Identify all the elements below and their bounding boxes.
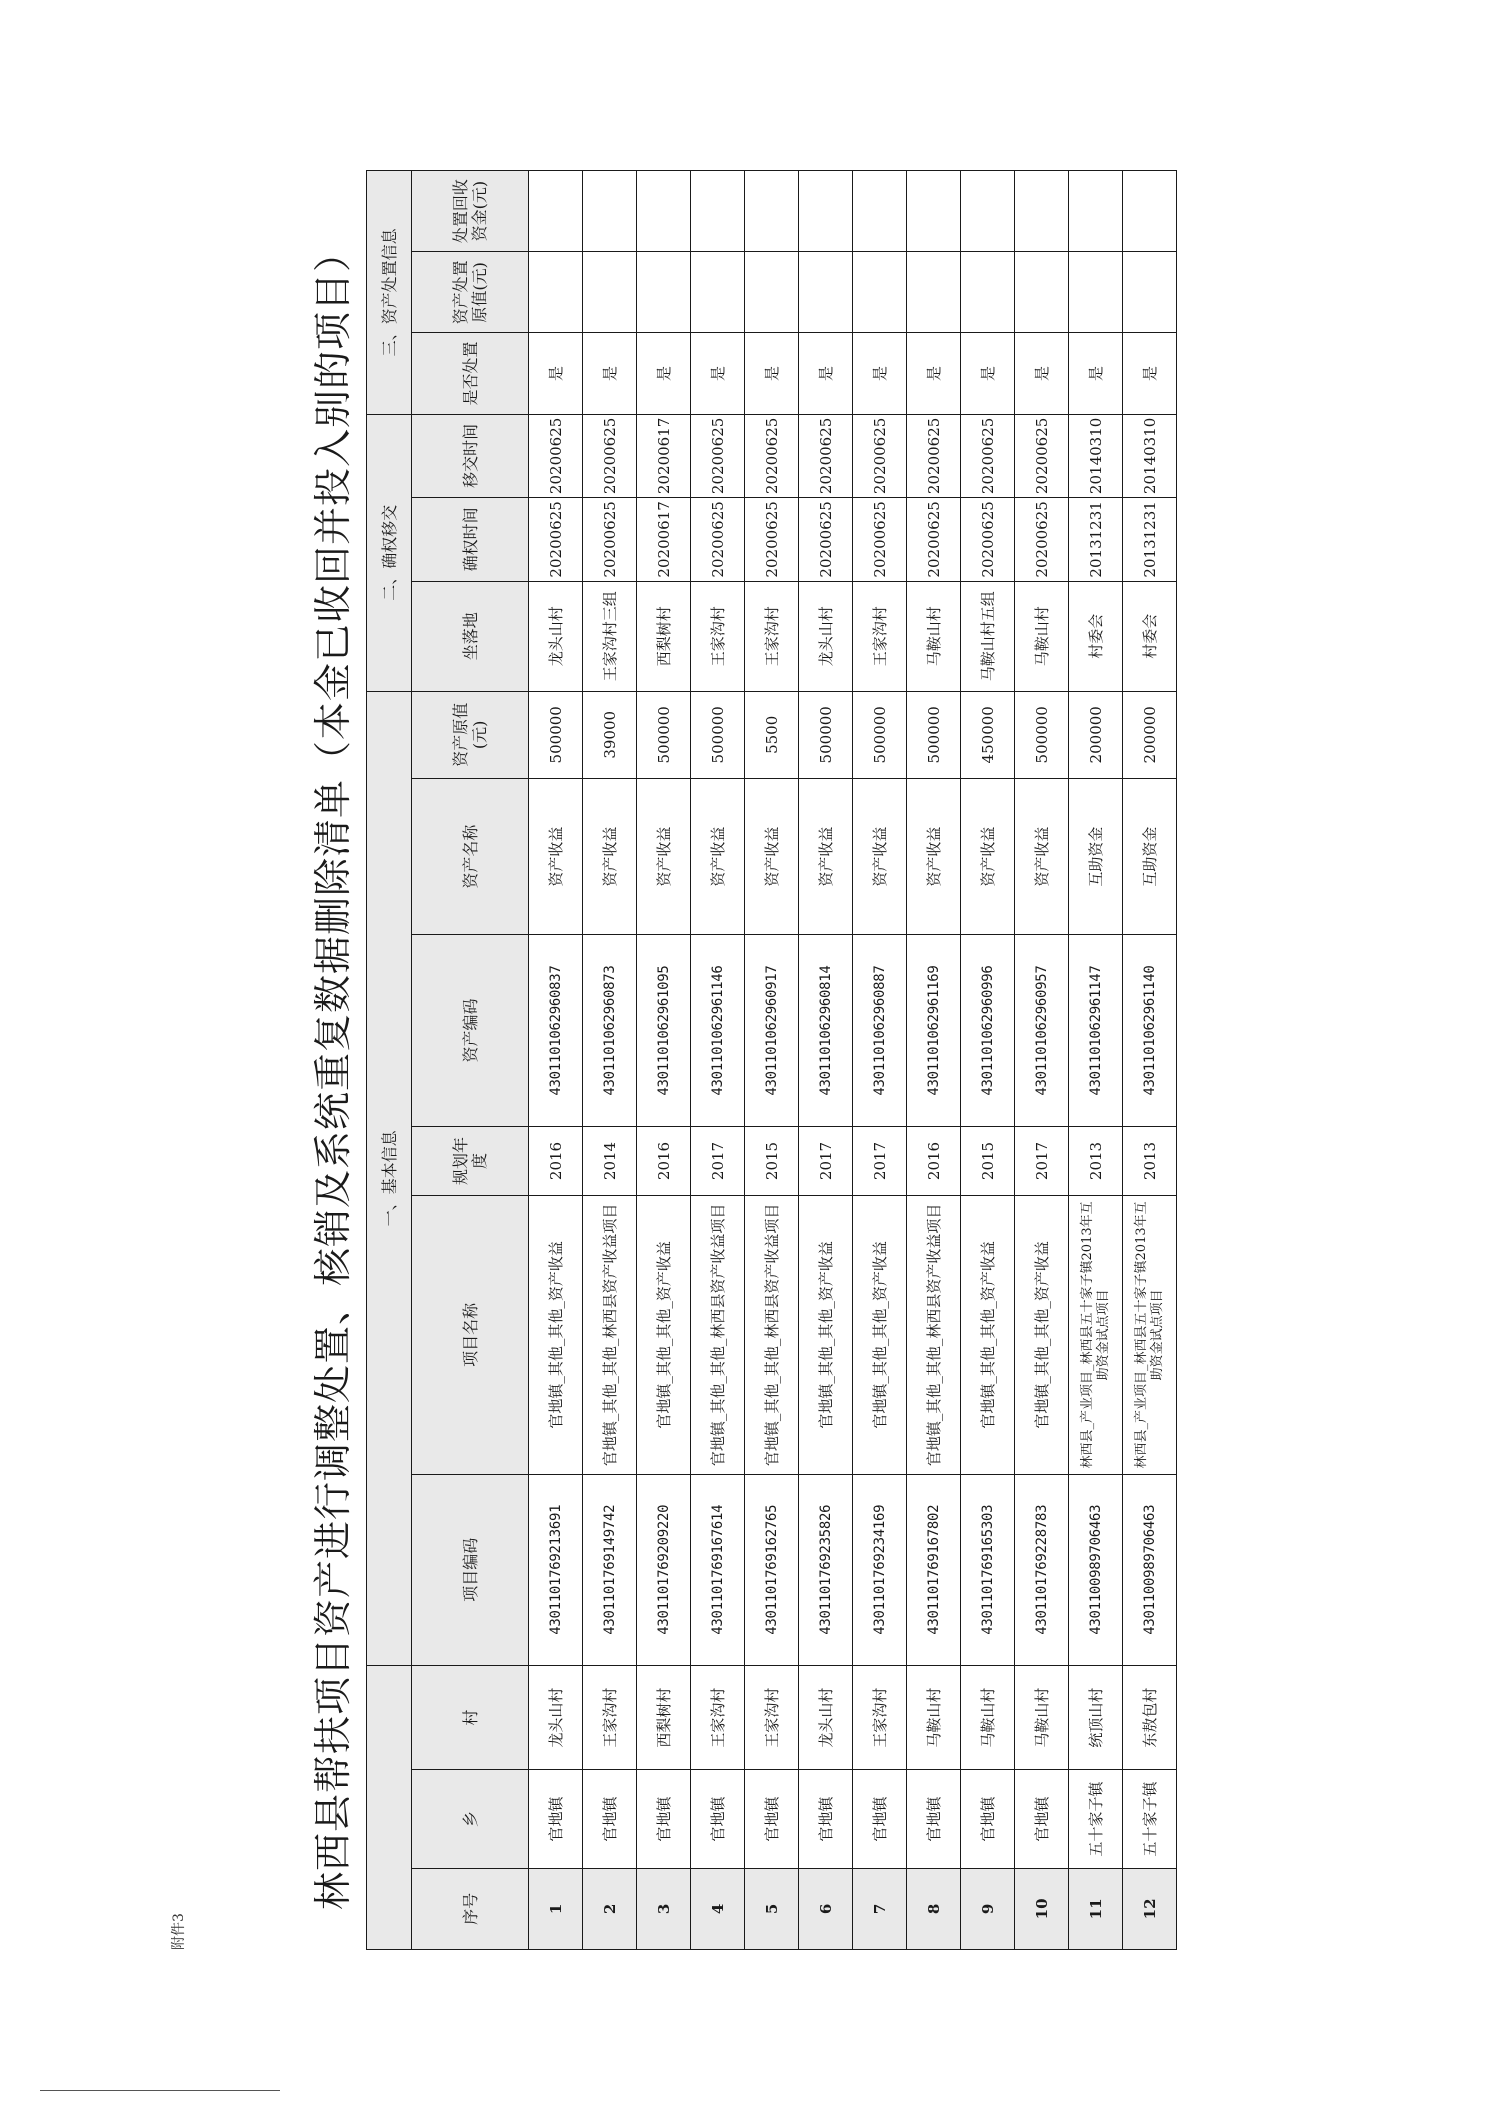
- section-header-row: [367, 171, 412, 1950]
- cell-project-code: 4301101769167614: [691, 1474, 745, 1665]
- cell-project-code: 4301101769213691: [529, 1474, 583, 1665]
- table-row: [745, 171, 799, 1950]
- cell-township: 官地镇: [799, 1770, 853, 1869]
- section-basic-info: 一、基本信息: [367, 691, 412, 1665]
- cell-transfer-time: 20200625: [853, 414, 907, 498]
- cell-disposed: 是: [583, 333, 637, 414]
- cell-asset-code: 4301101062960957: [1015, 935, 1069, 1126]
- cell-seq: 10: [1015, 1868, 1069, 1949]
- cell-seq: 11: [1069, 1868, 1123, 1949]
- cell-asset-name: 资产收益: [637, 778, 691, 935]
- header-project-name: 项目名称: [412, 1196, 529, 1474]
- cell-asset-code: 4301101062960996: [961, 935, 1015, 1126]
- cell-location: 龙头山村: [529, 581, 583, 691]
- cell-asset-code: 4301101062960837: [529, 935, 583, 1126]
- cell-project-code: 4301100989706463: [1123, 1474, 1177, 1665]
- cell-village: 东敖包村: [1123, 1665, 1177, 1769]
- cell-plan-year: 2017: [799, 1126, 853, 1196]
- table-row: [853, 171, 907, 1950]
- cell-disposed: 是: [961, 333, 1015, 414]
- cell-asset-name: 资产收益: [583, 778, 637, 935]
- cell-confirm-time: 20200625: [961, 498, 1015, 581]
- cell-seq: 12: [1123, 1868, 1177, 1949]
- cell-project-name: 林西县_产业项目_林西县五十家子镇2013年互助资金试点项目: [1123, 1196, 1177, 1474]
- cell-recovered: [637, 171, 691, 252]
- cell-confirm-time: 20200625: [799, 498, 853, 581]
- cell-plan-year: 2017: [1015, 1126, 1069, 1196]
- cell-township: 官地镇: [853, 1770, 907, 1869]
- table-row: [1015, 171, 1069, 1950]
- table-row: [583, 171, 637, 1950]
- cell-township: 官地镇: [1015, 1770, 1069, 1869]
- cell-asset-code: 4301101062960873: [583, 935, 637, 1126]
- cell-confirm-time: 20200625: [583, 498, 637, 581]
- header-village: 村: [412, 1665, 529, 1769]
- cell-plan-year: 2016: [907, 1126, 961, 1196]
- cell-disposal-value: [1069, 252, 1123, 333]
- cell-township: 官地镇: [691, 1770, 745, 1869]
- cell-asset-value: 500000: [637, 691, 691, 778]
- cell-asset-code: 4301101062961140: [1123, 935, 1177, 1126]
- cell-village: 马鞍山村: [961, 1665, 1015, 1769]
- cell-location: 马鞍山村: [1015, 581, 1069, 691]
- cell-village: 龙头山村: [799, 1665, 853, 1769]
- table-body: [529, 171, 1177, 1950]
- cell-asset-value: 500000: [691, 691, 745, 778]
- cell-asset-value: 500000: [907, 691, 961, 778]
- cell-seq: 7: [853, 1868, 907, 1949]
- cell-disposed: 是: [1069, 333, 1123, 414]
- cell-village: 西梨树村: [637, 1665, 691, 1769]
- cell-seq: 2: [583, 1868, 637, 1949]
- cell-project-code: 4301101769167802: [907, 1474, 961, 1665]
- cell-location: 龙头山村: [799, 581, 853, 691]
- table-row: [691, 171, 745, 1950]
- cell-asset-value: 200000: [1069, 691, 1123, 778]
- cell-township: 官地镇: [907, 1770, 961, 1869]
- cell-transfer-time: 20200625: [1015, 414, 1069, 498]
- cell-asset-code: 4301101062961146: [691, 935, 745, 1126]
- cell-township: 官地镇: [529, 1770, 583, 1869]
- cell-asset-name: 互助资金: [1069, 778, 1123, 935]
- cell-village: 龙头山村: [529, 1665, 583, 1769]
- cell-village: 王家沟村: [583, 1665, 637, 1769]
- cell-project-code: 4301101769165303: [961, 1474, 1015, 1665]
- cell-village: 王家沟村: [853, 1665, 907, 1769]
- asset-table: [366, 170, 1177, 1950]
- cell-disposed: 是: [745, 333, 799, 414]
- table-row: [637, 171, 691, 1950]
- cell-township: 五十家子镇: [1069, 1770, 1123, 1869]
- cell-disposal-value: [745, 252, 799, 333]
- cell-plan-year: 2017: [853, 1126, 907, 1196]
- cell-disposal-value: [1015, 252, 1069, 333]
- cell-plan-year: 2015: [961, 1126, 1015, 1196]
- section-disposal-info: 三、资产处置信息: [367, 171, 412, 415]
- cell-location: 西梨树村: [637, 581, 691, 691]
- header-confirm-time: 确权时间: [412, 498, 529, 581]
- cell-asset-name: 互助资金: [1123, 778, 1177, 935]
- cell-asset-name: 资产收益: [529, 778, 583, 935]
- cell-project-name: 官地镇_其他_其他_资产收益: [961, 1196, 1015, 1474]
- cell-project-code: 4301101769228783: [1015, 1474, 1069, 1665]
- cell-project-name: 官地镇_其他_其他_资产收益: [1015, 1196, 1069, 1474]
- header-seq: 序号: [412, 1868, 529, 1949]
- cell-confirm-time: 20200617: [637, 498, 691, 581]
- cell-disposed: 是: [907, 333, 961, 414]
- cell-recovered: [907, 171, 961, 252]
- cell-asset-name: 资产收益: [799, 778, 853, 935]
- cell-disposal-value: [691, 252, 745, 333]
- cell-disposal-value: [799, 252, 853, 333]
- header-plan-year: 规划年度: [412, 1126, 529, 1196]
- cell-project-name: 林西县_产业项目_林西县五十家子镇2013年互助资金试点项目: [1069, 1196, 1123, 1474]
- cell-disposal-value: [583, 252, 637, 333]
- cell-village: 马鞍山村: [907, 1665, 961, 1769]
- header-disposed: 是否处置: [412, 333, 529, 414]
- cell-township: 官地镇: [745, 1770, 799, 1869]
- cell-seq: 1: [529, 1868, 583, 1949]
- cell-township: 五十家子镇: [1123, 1770, 1177, 1869]
- cell-project-code: 4301101769209220: [637, 1474, 691, 1665]
- cell-asset-name: 资产收益: [1015, 778, 1069, 935]
- cell-confirm-time: 20200625: [1015, 498, 1069, 581]
- cell-asset-name: 资产收益: [853, 778, 907, 935]
- cell-plan-year: 2016: [529, 1126, 583, 1196]
- attachment-label: 附件3: [171, 1913, 187, 1950]
- cell-asset-value: 5500: [745, 691, 799, 778]
- cell-seq: 3: [637, 1868, 691, 1949]
- cell-project-name: 官地镇_其他_其他_林西县资产收益项目: [691, 1196, 745, 1474]
- cell-village: 王家沟村: [691, 1665, 745, 1769]
- cell-confirm-time: 20131231: [1123, 498, 1177, 581]
- table-row: [907, 171, 961, 1950]
- footer-divider: [40, 2090, 280, 2091]
- cell-disposed: 是: [1015, 333, 1069, 414]
- cell-disposed: 是: [691, 333, 745, 414]
- cell-recovered: [529, 171, 583, 252]
- document-title: 林西县帮扶项目资产进行调整处置、核销及系统重复数据删除清单（本金已收回并投入别的项目）: [311, 232, 355, 1910]
- cell-transfer-time: 20200625: [961, 414, 1015, 498]
- cell-asset-value: 500000: [799, 691, 853, 778]
- cell-transfer-time: 20200625: [745, 414, 799, 498]
- header-project-code: 项目编码: [412, 1474, 529, 1665]
- cell-location: 王家沟村三组: [583, 581, 637, 691]
- header-asset-value: 资产原值(元): [412, 691, 529, 778]
- cell-project-name: 官地镇_其他_其他_林西县资产收益项目: [583, 1196, 637, 1474]
- cell-project-code: 4301101769234169: [853, 1474, 907, 1665]
- header-transfer-time: 移交时间: [412, 414, 529, 498]
- cell-seq: 6: [799, 1868, 853, 1949]
- cell-location: 王家沟村: [853, 581, 907, 691]
- cell-location: 村委会: [1069, 581, 1123, 691]
- cell-project-name: 官地镇_其他_其他_资产收益: [853, 1196, 907, 1474]
- cell-disposed: 是: [1123, 333, 1177, 414]
- cell-project-code: 4301101769149742: [583, 1474, 637, 1665]
- column-header-row: [412, 171, 529, 1950]
- cell-recovered: [1123, 171, 1177, 252]
- cell-disposed: 是: [853, 333, 907, 414]
- cell-asset-value: 450000: [961, 691, 1015, 778]
- cell-confirm-time: 20131231: [1069, 498, 1123, 581]
- cell-asset-name: 资产收益: [907, 778, 961, 935]
- cell-asset-name: 资产收益: [745, 778, 799, 935]
- cell-asset-value: 200000: [1123, 691, 1177, 778]
- header-recovered: 处置回收资金(元): [412, 171, 529, 252]
- cell-asset-code: 4301101062961169: [907, 935, 961, 1126]
- table-row: [1069, 171, 1123, 1950]
- header-disposal-value: 资产处置原值(元): [412, 252, 529, 333]
- table-row: [1123, 171, 1177, 1950]
- cell-recovered: [1015, 171, 1069, 252]
- cell-asset-code: 4301101062960887: [853, 935, 907, 1126]
- cell-transfer-time: 20200625: [583, 414, 637, 498]
- cell-asset-code: 4301101062961095: [637, 935, 691, 1126]
- cell-disposed: 是: [637, 333, 691, 414]
- section-rights-transfer: 二、确权移交: [367, 414, 412, 691]
- cell-transfer-time: 20200625: [907, 414, 961, 498]
- cell-confirm-time: 20200625: [529, 498, 583, 581]
- cell-asset-code: 4301101062961147: [1069, 935, 1123, 1126]
- header-asset-name: 资产名称: [412, 778, 529, 935]
- cell-disposal-value: [907, 252, 961, 333]
- cell-location: 王家沟村: [691, 581, 745, 691]
- cell-transfer-time: 20200625: [799, 414, 853, 498]
- cell-disposal-value: [961, 252, 1015, 333]
- cell-project-name: 官地镇_其他_其他_林西县资产收益项目: [907, 1196, 961, 1474]
- cell-confirm-time: 20200625: [853, 498, 907, 581]
- rotated-document: [300, 170, 1340, 1950]
- cell-location: 村委会: [1123, 581, 1177, 691]
- cell-plan-year: 2017: [691, 1126, 745, 1196]
- cell-seq: 4: [691, 1868, 745, 1949]
- cell-township: 官地镇: [583, 1770, 637, 1869]
- cell-plan-year: 2014: [583, 1126, 637, 1196]
- cell-recovered: [583, 171, 637, 252]
- cell-seq: 5: [745, 1868, 799, 1949]
- cell-asset-value: 39000: [583, 691, 637, 778]
- cell-confirm-time: 20200625: [745, 498, 799, 581]
- cell-asset-name: 资产收益: [691, 778, 745, 935]
- cell-project-name: 官地镇_其他_其他_资产收益: [637, 1196, 691, 1474]
- cell-disposed: 是: [799, 333, 853, 414]
- cell-confirm-time: 20200625: [907, 498, 961, 581]
- cell-recovered: [691, 171, 745, 252]
- cell-project-code: 4301101769235826: [799, 1474, 853, 1665]
- cell-recovered: [799, 171, 853, 252]
- cell-transfer-time: 20200617: [637, 414, 691, 498]
- cell-project-code: 4301101769162765: [745, 1474, 799, 1665]
- cell-asset-value: 500000: [529, 691, 583, 778]
- header-township: 乡: [412, 1770, 529, 1869]
- table-row: [529, 171, 583, 1950]
- cell-project-code: 4301100989706463: [1069, 1474, 1123, 1665]
- cell-seq: 9: [961, 1868, 1015, 1949]
- cell-project-name: 官地镇_其他_其他_资产收益: [529, 1196, 583, 1474]
- cell-asset-name: 资产收益: [961, 778, 1015, 935]
- cell-location: 王家沟村: [745, 581, 799, 691]
- cell-village: 统顶山村: [1069, 1665, 1123, 1769]
- cell-asset-value: 500000: [853, 691, 907, 778]
- cell-location: 马鞍山村: [907, 581, 961, 691]
- table-row: [961, 171, 1015, 1950]
- cell-disposal-value: [529, 252, 583, 333]
- header-asset-code: 资产编码: [412, 935, 529, 1126]
- cell-recovered: [961, 171, 1015, 252]
- cell-confirm-time: 20200625: [691, 498, 745, 581]
- cell-disposal-value: [637, 252, 691, 333]
- cell-location: 马鞍山村五组: [961, 581, 1015, 691]
- cell-disposed: 是: [529, 333, 583, 414]
- cell-asset-value: 500000: [1015, 691, 1069, 778]
- cell-plan-year: 2013: [1123, 1126, 1177, 1196]
- cell-project-name: 官地镇_其他_其他_资产收益: [799, 1196, 853, 1474]
- cell-village: 马鞍山村: [1015, 1665, 1069, 1769]
- cell-project-name: 官地镇_其他_其他_林西县资产收益项目: [745, 1196, 799, 1474]
- cell-village: 王家沟村: [745, 1665, 799, 1769]
- cell-disposal-value: [1123, 252, 1177, 333]
- cell-asset-code: 4301101062960917: [745, 935, 799, 1126]
- cell-plan-year: 2016: [637, 1126, 691, 1196]
- cell-asset-code: 4301101062960814: [799, 935, 853, 1126]
- cell-transfer-time: 20140310: [1123, 414, 1177, 498]
- table-row: [799, 171, 853, 1950]
- cell-township: 官地镇: [961, 1770, 1015, 1869]
- cell-seq: 8: [907, 1868, 961, 1949]
- cell-plan-year: 2015: [745, 1126, 799, 1196]
- header-location: 坐落地: [412, 581, 529, 691]
- cell-recovered: [745, 171, 799, 252]
- cell-township: 官地镇: [637, 1770, 691, 1869]
- cell-transfer-time: 20200625: [529, 414, 583, 498]
- cell-disposal-value: [853, 252, 907, 333]
- cell-recovered: [853, 171, 907, 252]
- cell-transfer-time: 20140310: [1069, 414, 1123, 498]
- cell-transfer-time: 20200625: [691, 414, 745, 498]
- cell-recovered: [1069, 171, 1123, 252]
- section-blank: [367, 1665, 412, 1949]
- cell-plan-year: 2013: [1069, 1126, 1123, 1196]
